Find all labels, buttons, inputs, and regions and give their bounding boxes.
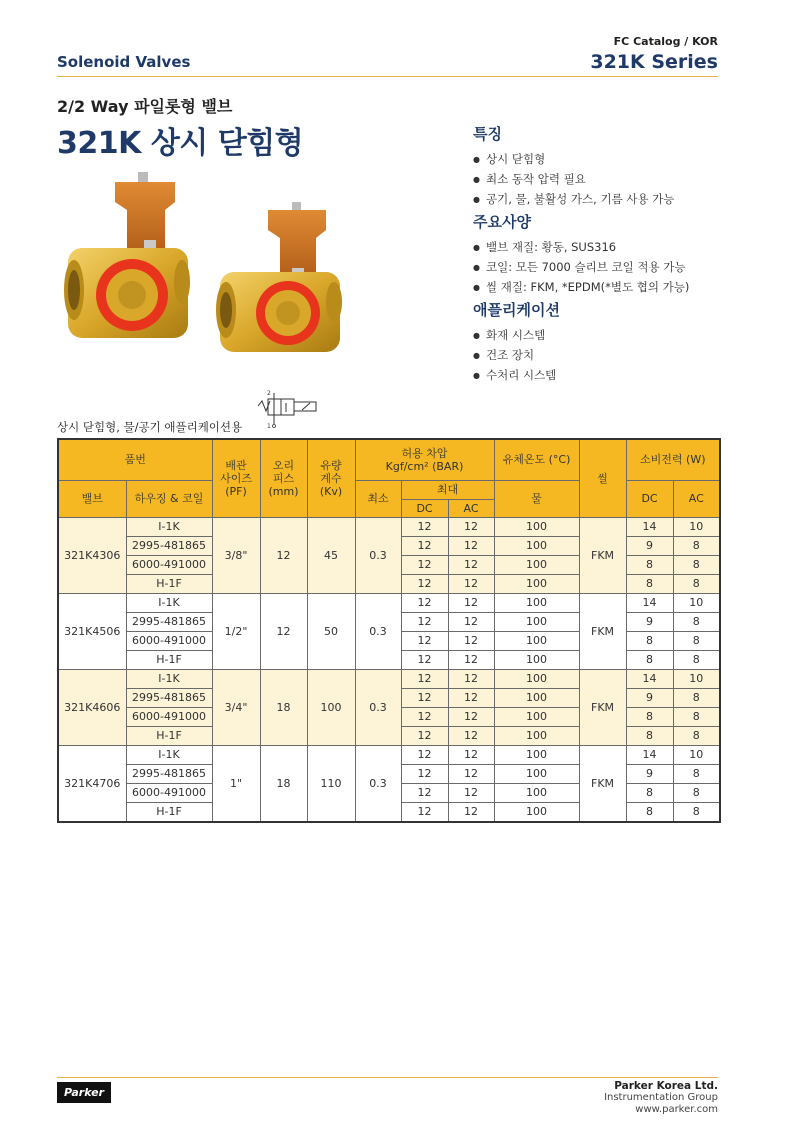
cell-max-dc: 12 — [401, 707, 448, 726]
header-max-dc: DC — [401, 499, 448, 517]
cell-coil: H-1F — [126, 574, 212, 593]
cell-temp: 100 — [494, 707, 579, 726]
cell-coil: H-1F — [126, 726, 212, 745]
cell-max-dc: 12 — [401, 536, 448, 555]
company-name: Parker Korea Ltd. — [614, 1080, 718, 1092]
header-flow: 유량 계수 (Kv) — [307, 439, 355, 517]
section-category: Solenoid Valves — [57, 53, 191, 71]
cell-max-ac: 12 — [448, 726, 494, 745]
cell-coil: 2995-481865 — [126, 688, 212, 707]
cell-max-dc: 12 — [401, 745, 448, 764]
cell-power-ac: 8 — [673, 612, 720, 631]
cell-temp: 100 — [494, 593, 579, 612]
cell-temp: 100 — [494, 612, 579, 631]
cell-power-dc: 9 — [626, 764, 673, 783]
header-max-ac: AC — [448, 499, 494, 517]
cell-max-dc: 12 — [401, 574, 448, 593]
cell-power-dc: 9 — [626, 688, 673, 707]
cell-power-dc: 9 — [626, 612, 673, 631]
cell-power-ac: 8 — [673, 726, 720, 745]
cell-temp: 100 — [494, 650, 579, 669]
cell-max-ac: 12 — [448, 517, 494, 536]
cell-max-dc: 12 — [401, 612, 448, 631]
cell-power-ac: 10 — [673, 745, 720, 764]
cell-max-ac: 12 — [448, 745, 494, 764]
cell-power-dc: 8 — [626, 631, 673, 650]
cell-max-dc: 12 — [401, 669, 448, 688]
cell-max-ac: 12 — [448, 764, 494, 783]
cell-min-pressure: 0.3 — [355, 517, 401, 593]
cell-max-dc: 12 — [401, 688, 448, 707]
cell-power-ac: 8 — [673, 555, 720, 574]
spec-item: ● 씰 재질: FKM, *EPDM(*별도 협의 가능) — [473, 278, 733, 298]
applications-heading: 애플리케이션 — [473, 301, 560, 319]
cell-power-dc: 8 — [626, 650, 673, 669]
cell-coil: I-1K — [126, 669, 212, 688]
cell-max-dc: 12 — [401, 593, 448, 612]
cell-min-pressure: 0.3 — [355, 669, 401, 745]
catalog-label: FC Catalog / KOR — [613, 35, 718, 48]
cell-coil: H-1F — [126, 650, 212, 669]
spec-table — [57, 438, 721, 823]
feature-item: ● 최소 동작 압력 필요 — [473, 170, 733, 190]
cell-temp: 100 — [494, 745, 579, 764]
cell-valve: 321K4606 — [58, 669, 126, 745]
symbol-port-1: 1 — [267, 423, 271, 430]
specs-section — [473, 211, 733, 298]
cell-power-dc: 14 — [626, 745, 673, 764]
cell-pipe-size: 3/8" — [212, 517, 260, 593]
cell-coil: 2995-481865 — [126, 764, 212, 783]
cell-orifice: 12 — [260, 517, 307, 593]
cell-max-dc: 12 — [401, 783, 448, 802]
header-housing-coil: 하우징 & 코일 — [126, 480, 212, 517]
cell-coil: 6000-491000 — [126, 707, 212, 726]
cell-coil: I-1K — [126, 593, 212, 612]
cell-max-ac: 12 — [448, 650, 494, 669]
cell-orifice: 18 — [260, 669, 307, 745]
application-item: ● 건조 장치 — [473, 346, 733, 366]
cell-max-ac: 12 — [448, 802, 494, 822]
table-row — [58, 745, 720, 764]
cell-power-dc: 8 — [626, 707, 673, 726]
cell-coil: 6000-491000 — [126, 783, 212, 802]
cell-temp: 100 — [494, 726, 579, 745]
cell-power-ac: 10 — [673, 669, 720, 688]
cell-max-ac: 12 — [448, 707, 494, 726]
cell-coil: I-1K — [126, 745, 212, 764]
cell-max-ac: 12 — [448, 593, 494, 612]
cell-temp: 100 — [494, 802, 579, 822]
cell-max-ac: 12 — [448, 631, 494, 650]
cell-power-ac: 8 — [673, 707, 720, 726]
cell-flow: 50 — [307, 593, 355, 669]
cell-max-ac: 12 — [448, 669, 494, 688]
cell-coil: I-1K — [126, 517, 212, 536]
table-row — [58, 593, 720, 612]
cell-power-ac: 10 — [673, 517, 720, 536]
cell-coil: H-1F — [126, 802, 212, 822]
cell-flow: 110 — [307, 745, 355, 822]
cell-flow: 100 — [307, 669, 355, 745]
symbol-port-2: 2 — [267, 390, 271, 397]
cell-temp: 100 — [494, 517, 579, 536]
cell-min-pressure: 0.3 — [355, 593, 401, 669]
cell-pipe-size: 3/4" — [212, 669, 260, 745]
cell-seal: FKM — [579, 517, 626, 593]
table-caption: 상시 닫힘형, 물/공기 애플리케이션용 — [57, 420, 243, 434]
header-part-no: 품번 — [58, 439, 212, 480]
cell-seal: FKM — [579, 745, 626, 822]
cell-power-dc: 14 — [626, 669, 673, 688]
cell-power-dc: 9 — [626, 536, 673, 555]
cell-coil: 2995-481865 — [126, 612, 212, 631]
cell-temp: 100 — [494, 631, 579, 650]
cell-max-dc: 12 — [401, 764, 448, 783]
cell-max-dc: 12 — [401, 650, 448, 669]
applications-section — [473, 299, 733, 386]
cell-power-dc: 14 — [626, 593, 673, 612]
cell-temp: 100 — [494, 688, 579, 707]
cell-power-dc: 8 — [626, 783, 673, 802]
spec-item: ● 밸브 재질: 황동, SUS316 — [473, 238, 733, 258]
page-title: 321K 상시 닫힘형 — [57, 126, 304, 161]
cell-power-ac: 8 — [673, 574, 720, 593]
header-pipe-size: 배관 사이즈 (PF) — [212, 439, 260, 517]
cell-power-ac: 8 — [673, 536, 720, 555]
header-max: 최대 — [401, 480, 494, 499]
cell-temp: 100 — [494, 783, 579, 802]
product-image — [60, 170, 360, 360]
specs-heading: 주요사양 — [473, 213, 531, 231]
cell-temp: 100 — [494, 574, 579, 593]
header-power-dc: DC — [626, 480, 673, 517]
cell-pipe-size: 1" — [212, 745, 260, 822]
cell-power-ac: 8 — [673, 688, 720, 707]
cell-power-ac: 10 — [673, 593, 720, 612]
cell-power-dc: 14 — [626, 517, 673, 536]
cell-max-ac: 12 — [448, 612, 494, 631]
application-item: ● 화재 시스템 — [473, 326, 733, 346]
cell-power-dc: 8 — [626, 555, 673, 574]
header-valve: 밸브 — [58, 480, 126, 517]
cell-max-dc: 12 — [401, 802, 448, 822]
cell-max-dc: 12 — [401, 726, 448, 745]
cell-pipe-size: 1/2" — [212, 593, 260, 669]
cell-max-ac: 12 — [448, 783, 494, 802]
footer-divider — [57, 1077, 718, 1078]
valve-left — [64, 172, 190, 338]
table-row — [58, 669, 720, 688]
table-row — [58, 517, 720, 536]
header-divider — [57, 76, 718, 77]
cell-temp: 100 — [494, 536, 579, 555]
cell-power-ac: 8 — [673, 631, 720, 650]
cell-valve: 321K4706 — [58, 745, 126, 822]
header-min: 최소 — [355, 480, 401, 517]
cell-power-ac: 8 — [673, 650, 720, 669]
valve-right — [216, 202, 342, 352]
feature-item: ● 상시 닫힘형 — [473, 150, 733, 170]
cell-max-dc: 12 — [401, 555, 448, 574]
series-label: 321K Series — [590, 51, 718, 73]
cell-max-ac: 12 — [448, 555, 494, 574]
cell-temp: 100 — [494, 764, 579, 783]
company-group: Instrumentation Group — [604, 1092, 718, 1103]
cell-power-ac: 8 — [673, 764, 720, 783]
header-orifice: 오리 피스 (mm) — [260, 439, 307, 517]
cell-power-dc: 8 — [626, 726, 673, 745]
cell-max-dc: 12 — [401, 631, 448, 650]
cell-coil: 6000-491000 — [126, 631, 212, 650]
cell-power-dc: 8 — [626, 802, 673, 822]
cell-max-ac: 12 — [448, 536, 494, 555]
header-power: 소비전력 (W) — [626, 439, 720, 480]
cell-power-dc: 8 — [626, 574, 673, 593]
application-item: ● 수처리 시스템 — [473, 366, 733, 386]
cell-min-pressure: 0.3 — [355, 745, 401, 822]
feature-item: ● 공기, 물, 불활성 가스, 기름 사용 가능 — [473, 190, 733, 210]
parker-logo: Parker — [57, 1082, 111, 1103]
header-pressure: 허용 차압 Kgf/cm² (BAR) — [355, 439, 494, 480]
features-section — [473, 123, 733, 210]
cell-temp: 100 — [494, 555, 579, 574]
cell-orifice: 12 — [260, 593, 307, 669]
header-fluid-temp: 유체온도 (°C) — [494, 439, 579, 480]
company-website: www.parker.com — [635, 1104, 718, 1115]
footer-info — [604, 1080, 718, 1116]
page-subtitle: 2/2 Way 파일롯형 밸브 — [57, 97, 233, 116]
valve-symbol-icon — [256, 390, 326, 430]
header-power-ac: AC — [673, 480, 720, 517]
cell-seal: FKM — [579, 593, 626, 669]
cell-coil: 6000-491000 — [126, 555, 212, 574]
cell-coil: 2995-481865 — [126, 536, 212, 555]
cell-max-ac: 12 — [448, 688, 494, 707]
spec-item: ● 코일: 모든 7000 슬리브 코일 적용 가능 — [473, 258, 733, 278]
features-heading: 특징 — [473, 125, 502, 143]
cell-max-ac: 12 — [448, 574, 494, 593]
cell-flow: 45 — [307, 517, 355, 593]
cell-valve: 321K4306 — [58, 517, 126, 593]
cell-temp: 100 — [494, 669, 579, 688]
cell-seal: FKM — [579, 669, 626, 745]
cell-valve: 321K4506 — [58, 593, 126, 669]
cell-max-dc: 12 — [401, 517, 448, 536]
header-water: 물 — [494, 480, 579, 517]
cell-power-ac: 8 — [673, 783, 720, 802]
header-seal: 씰 — [579, 439, 626, 517]
cell-orifice: 18 — [260, 745, 307, 822]
cell-power-ac: 8 — [673, 802, 720, 822]
